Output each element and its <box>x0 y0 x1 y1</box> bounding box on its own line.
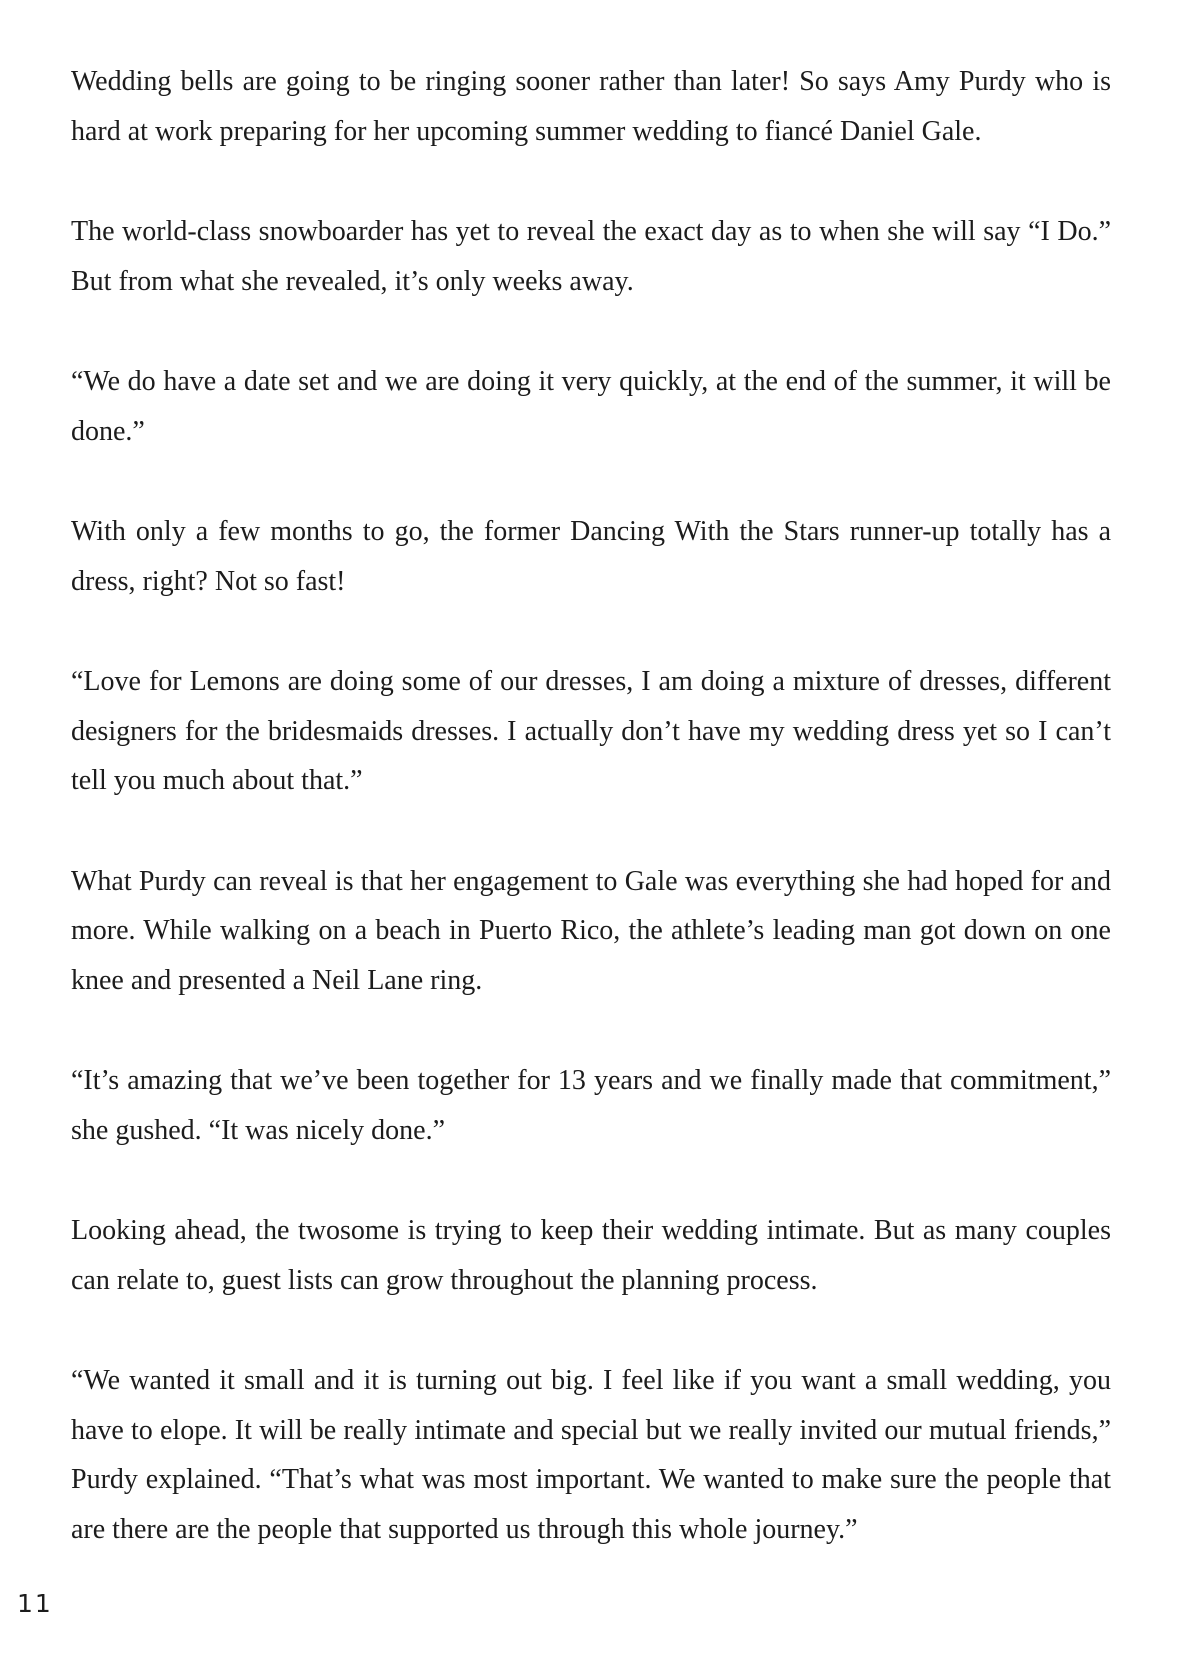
paragraph-3: “We do have a date set and we are doing it very quickly, at the end of the summer, it will be done.” <box>71 366 1111 447</box>
paragraph-1: Wedding bells are going to be ringing sooner rather than later! So says Amy Purdy who is hard at work preparing for her upcoming summer wedding to fiancé Daniel Gale. <box>71 66 1111 147</box>
paragraph-9: “We wanted it small and it is turning out big. I feel like if you want a small wedding, you have to elope. It will be really intimate and special but we really invited our mutual friends,” Purdy explained. “That’s what was most important. We wanted to make sure the people that are there are the people that supported us through this whole journey.” <box>71 1365 1111 1545</box>
paragraph-7: “It’s amazing that we’ve been together for 13 years and we finally made that commitment,” she gushed. “It was nicely done.” <box>71 1065 1111 1146</box>
paragraph-8: Looking ahead, the twosome is trying to keep their wedding intimate. But as many couples can relate to, guest lists can grow throughout the planning process. <box>71 1215 1111 1296</box>
article-body <box>71 57 1111 1554</box>
paragraph-2: The world-class snowboarder has yet to reveal the exact day as to when she will say “I Do.” But from what she revealed, it’s only weeks away. <box>71 216 1111 297</box>
paragraph-4: With only a few months to go, the former Dancing With the Stars runner-up totally has a dress, right? Not so fast! <box>71 516 1111 597</box>
paragraph-5: “Love for Lemons are doing some of our dresses, I am doing a mixture of dresses, different designers for the bridesmaids dresses. I actually don’t have my wedding dress yet so I can’t tell you much about that.” <box>71 666 1111 796</box>
page-number: 11 <box>17 1589 53 1618</box>
paragraph-6: What Purdy can reveal is that her engagement to Gale was everything she had hoped for and more. While walking on a beach in Puerto Rico, the athlete’s leading man got down on one knee and presented a Neil Lane ring. <box>71 865 1111 996</box>
